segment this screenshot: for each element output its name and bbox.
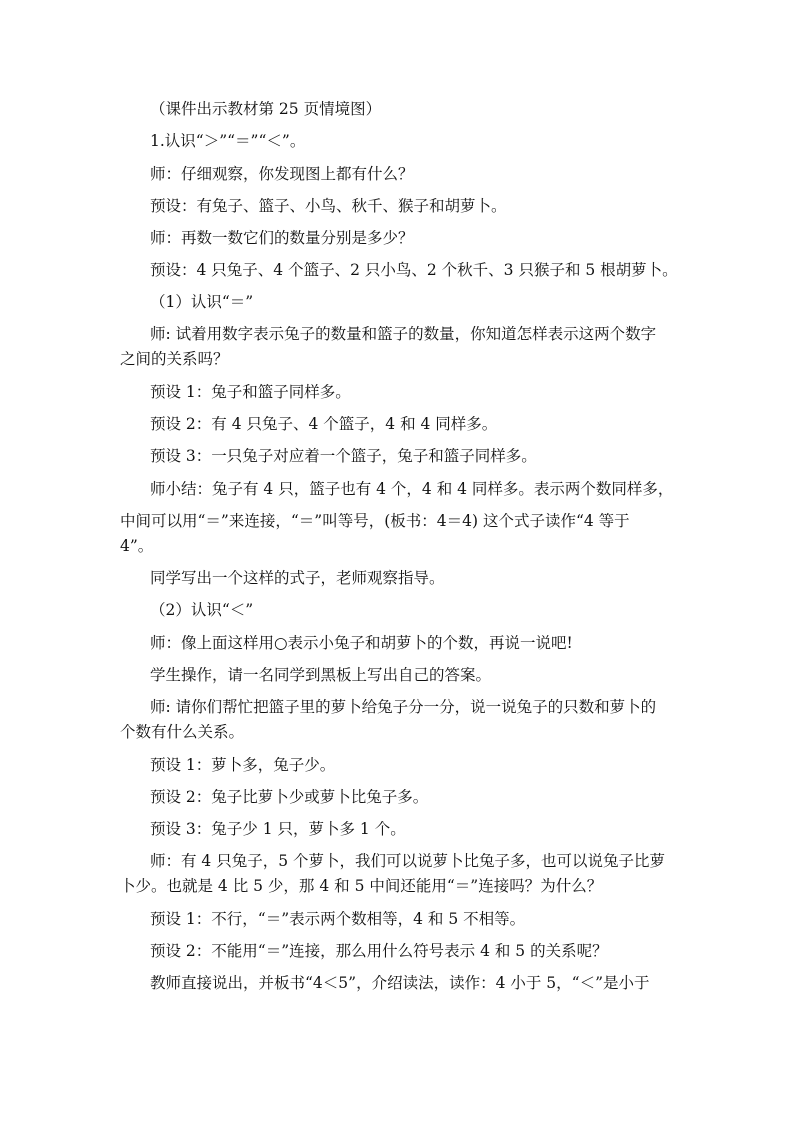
text-line: 预设 2：有 4 只兔子、4 个篮子，4 和 4 同样多。 [150, 415, 498, 433]
text-line: （2）认识“＜” [150, 601, 254, 619]
text-line: 师：像上面这样用○表示小兔子和胡萝卜的个数，再说一说吧! [150, 634, 573, 652]
text-line: 同学写出一个这样的式子，老师观察指导。 [150, 569, 445, 587]
text-line: 预设 1：萝卜多，兔子少。 [150, 756, 336, 774]
text-line: 预设 3：一只兔子对应着一个篮子，兔子和篮子同样多。 [150, 447, 537, 465]
text-line: 预设 1：兔子和篮子同样多。 [150, 383, 351, 401]
text-line: 4”。 [120, 537, 154, 555]
text-line: 师：再数一数它们的数量分别是多少？ [150, 229, 414, 247]
text-line: 预设 2：兔子比萝卜少或萝卜比兔子多。 [150, 788, 429, 806]
text-line: 中间可以用“＝”来连接，“＝”叫等号，(板书：4＝4) 这个式子读作“4 等于 [120, 512, 630, 530]
text-line: 师小结：兔子有 4 只，篮子也有 4 个，4 和 4 同样多。表示两个数同样多， [150, 480, 674, 498]
text-line: 预设：4 只兔子、4 个篮子、2 只小鸟、2 个秋千、3 只猴子和 5 根胡萝卜。 [150, 261, 678, 279]
text-line: 卜少。也就是 4 比 5 少，那 4 和 5 中间还能用“＝”连接吗？为什么？ [120, 877, 603, 895]
text-line: 预设 3：兔子少 1 只，萝卜多 1 个。 [150, 820, 406, 838]
text-line: 预设 1：不行，“＝”表示两个数相等，4 和 5 不相等。 [150, 910, 526, 928]
text-line: 预设：有兔子、篮子、小鸟、秋千、猴子和胡萝卜。 [150, 197, 507, 215]
text-line: 教师直接说出，并板书“4＜5”，介绍读法，读作：4 小于 5，“＜”是小于 [150, 974, 650, 992]
text-line: 预设 2：不能用“＝”连接，那么用什么符号表示 4 和 5 的关系呢？ [150, 942, 608, 960]
text-line: 之间的关系吗？ [120, 350, 229, 368]
text-line: 师: 试着用数字表示兔子的数量和篮子的数量，你知道怎样表示这两个数字 [150, 325, 657, 343]
text-line: 个数有什么关系。 [120, 723, 245, 741]
text-line: 1.认识“＞”“＝”“＜”。 [150, 132, 306, 150]
text-line: 师：仔细观察，你发现图上都有什么？ [150, 165, 414, 183]
text-line: 学生操作，请一名同学到黑板上写出自己的答案。 [150, 666, 492, 684]
text-line: （课件出示教材第 25 页情境图） [150, 100, 382, 118]
text-line: 师：有 4 只兔子，5 个萝卜，我们可以说萝卜比兔子多，也可以说兔子比萝 [150, 852, 666, 870]
text-line: （1）认识“＝” [150, 293, 254, 311]
text-line: 师: 请你们帮忙把篮子里的萝卜给兔子分一分，说一说兔子的只数和萝卜的 [150, 698, 657, 716]
